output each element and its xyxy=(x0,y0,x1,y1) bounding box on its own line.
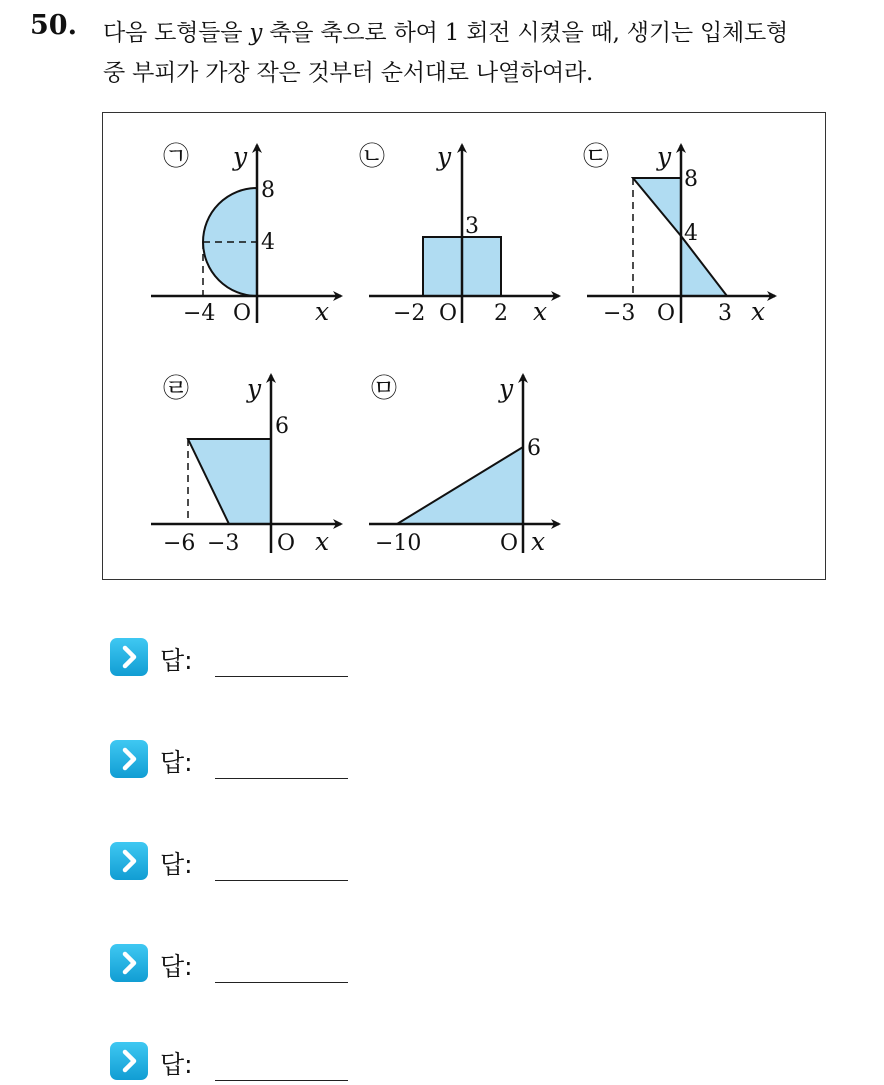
figure-c-upper-triangle xyxy=(633,178,681,236)
figure-d xyxy=(151,374,341,556)
figure-e-y-axis-label: y xyxy=(499,374,514,403)
question-text-line1 xyxy=(103,14,788,47)
axis-variable: y xyxy=(249,20,263,46)
figure-c-y-axis-label: y xyxy=(657,142,672,171)
figure-b-marker: ㉡ xyxy=(359,142,386,172)
figure-e-origin-label: O xyxy=(500,531,519,556)
figure-b-y-axis-label: y xyxy=(437,142,452,171)
figure-c-y-label-4: 4 xyxy=(684,221,698,246)
figure-c-origin-label: O xyxy=(657,301,676,326)
chevron-right-icon xyxy=(110,1042,148,1080)
figure-c-marker: ㉢ xyxy=(583,142,610,172)
answer-label: 답: xyxy=(160,952,193,981)
figure-d-x-axis-label: x xyxy=(315,527,330,556)
figure-e-y-label-6: 6 xyxy=(527,436,541,461)
figure-a-y-label-8: 8 xyxy=(261,178,275,203)
answer-label: 답: xyxy=(160,1050,193,1079)
figure-e-x-axis-label: x xyxy=(531,527,546,556)
answer-blank[interactable] xyxy=(215,778,348,779)
figure-b-y-label-3: 3 xyxy=(465,214,479,239)
figure-b-x-label-2: 2 xyxy=(494,301,508,326)
figure-e-shape xyxy=(397,447,523,524)
figure-e xyxy=(369,374,559,556)
figure-b xyxy=(359,142,559,326)
chevron-right-icon xyxy=(110,944,148,982)
answer-label: 답: xyxy=(160,850,193,879)
figure-d-x-label-neg6: −6 xyxy=(163,531,196,556)
answer-blank[interactable] xyxy=(215,676,348,677)
figure-a xyxy=(151,142,341,326)
figure-a-x-axis-label: x xyxy=(315,297,330,326)
figure-c-x-label-neg3: −3 xyxy=(603,301,636,326)
figure-d-origin-label: O xyxy=(277,531,296,556)
figure-d-shape xyxy=(188,439,271,524)
answer-label: 답: xyxy=(160,748,193,777)
figure-c-x-label-3: 3 xyxy=(718,301,732,326)
figure-b-x-label-neg2: −2 xyxy=(393,301,426,326)
figure-box xyxy=(102,112,826,580)
figure-d-y-axis-label: y xyxy=(247,374,262,403)
figure-d-y-label-6: 6 xyxy=(275,414,289,439)
answer-blank[interactable] xyxy=(215,982,348,983)
figure-a-origin-label: O xyxy=(233,301,252,326)
question-text-line2: 중 부피가 가장 작은 것부터 순서대로 나열하여라. xyxy=(103,60,594,86)
figure-a-x-label-neg4: −4 xyxy=(183,301,216,326)
question-text-pre: 다음 도형들을 xyxy=(103,20,250,46)
figure-b-origin-label: O xyxy=(439,301,458,326)
figure-d-marker: ㉣ xyxy=(163,374,190,404)
figure-c xyxy=(583,142,775,326)
chevron-right-icon xyxy=(110,842,148,880)
figure-a-y-label-4: 4 xyxy=(261,230,275,255)
figure-d-x-label-neg3: −3 xyxy=(207,531,240,556)
figure-a-y-axis-label: y xyxy=(233,142,248,171)
figure-c-x-axis-label: x xyxy=(751,297,766,326)
question-text-post: 축을 축으로 하여 1 회전 시켰을 때, 생기는 입체도형 xyxy=(262,20,789,46)
question-number: 50. xyxy=(30,10,77,41)
figure-a-marker: ㉠ xyxy=(163,142,190,172)
figure-e-x-label-neg10: −10 xyxy=(375,531,422,556)
figures-svg xyxy=(103,113,827,581)
chevron-right-icon xyxy=(110,740,148,778)
chevron-right-icon xyxy=(110,638,148,676)
figure-e-marker: ㉤ xyxy=(371,374,398,404)
answer-label: 답: xyxy=(160,646,193,675)
answer-blank[interactable] xyxy=(215,1080,348,1081)
figure-c-y-label-8: 8 xyxy=(684,167,698,192)
figure-b-x-axis-label: x xyxy=(533,297,548,326)
answer-blank[interactable] xyxy=(215,880,348,881)
